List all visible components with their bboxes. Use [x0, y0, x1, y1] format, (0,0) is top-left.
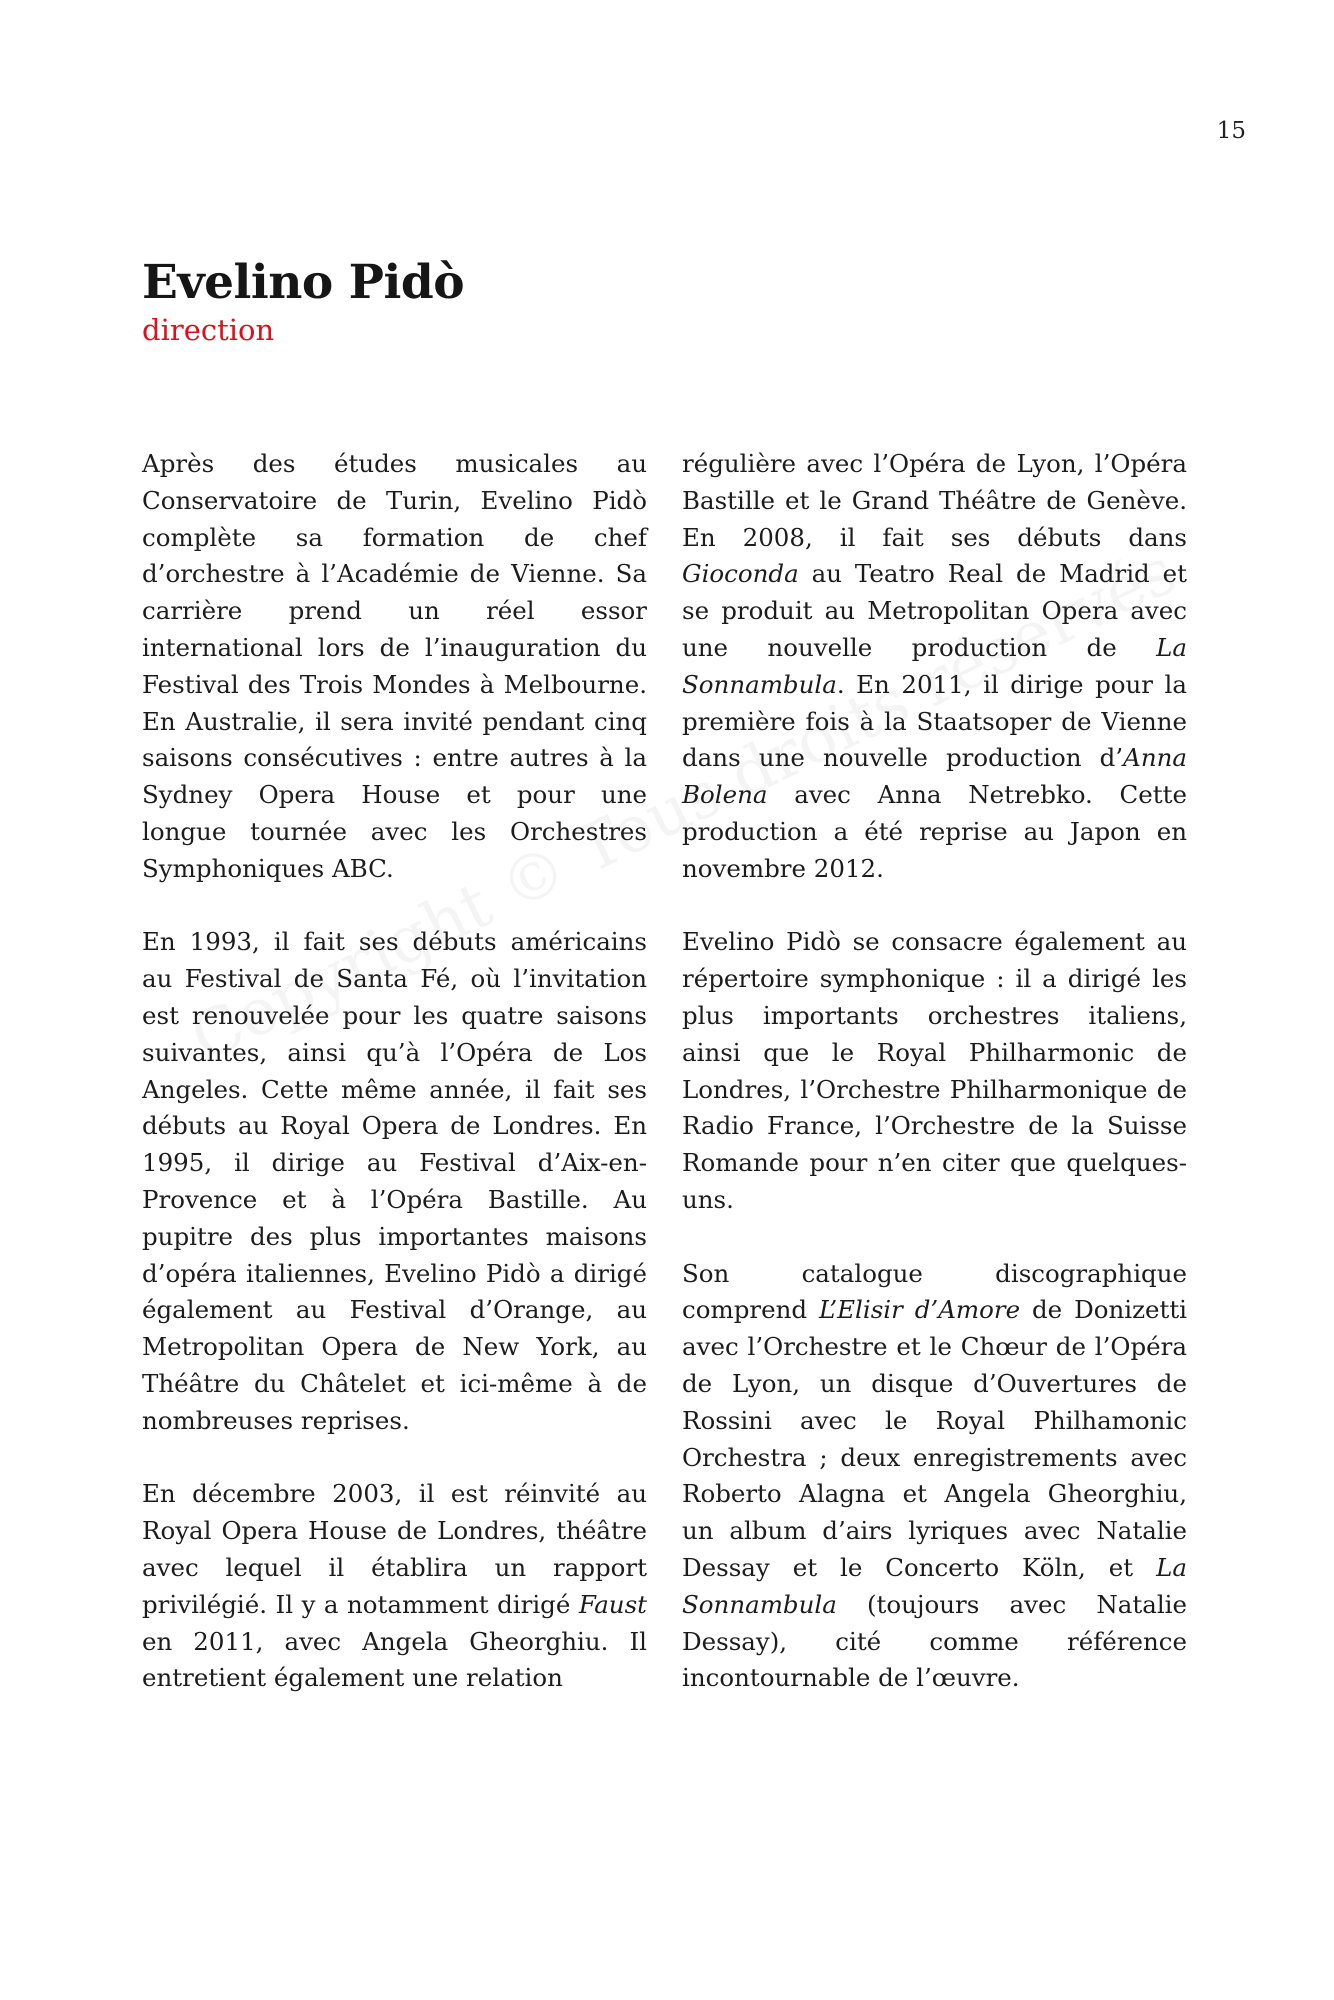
text-run: En 1993, il fait ses débuts américains au Festival de Santa Fé, où l’invitation est renouvelée pour les quatre saisons suivantes, ainsi qu’à l’Opéra de Los Angeles. Cette même année, il fait ses débuts au Royal Opera de Londres. En 1995, il dirige au Festival d’Aix-en-Provence et à l’Opéra Bastille. Au pupitre des plus importantes maisons d’opéra italiennes, Evelino Pidò a dirigé également au Festival d’Orange, au Metropolitan Opera de New York, au Théâtre du Châtelet et ici-même à de nombreuses reprises. — [142, 927, 647, 1435]
bio-paragraph — [682, 924, 1187, 1218]
work-title: Gioconda — [682, 559, 799, 589]
page-number: 15 — [1216, 118, 1246, 144]
bio-paragraph — [142, 1476, 647, 1697]
text-run: régulière avec l’Opéra de Lyon, l’Opéra Bastille et le Grand Théâtre de Genève. En 2008, il fait ses débuts dans — [682, 449, 1187, 552]
work-title: Faust — [578, 1589, 647, 1619]
artist-role: direction — [142, 313, 275, 347]
bio-paragraph — [142, 446, 647, 888]
text-run: En décembre 2003, il est réinvité au Royal Opera House de Londres, théâtre avec lequel il établira un rapport privilégié. Il y a notamment dirigé — [142, 1479, 647, 1619]
text-run: Son catalogue discographique comprend — [682, 1258, 1187, 1325]
work-title: L’Elisir d’Amore — [818, 1295, 1021, 1325]
work-title: Anna Bolena — [682, 743, 1187, 810]
biography-left-column — [142, 446, 647, 1734]
bio-paragraph — [142, 924, 647, 1439]
text-run: Evelino Pidò se consacre également au répertoire symphonique : il a dirigé les plus importants orchestres italiens, ainsi que le Royal Philharmonic de Londres, l’Orchestre Philharmonique de Radio France, l’Orchestre de la Suisse Romande pour n’en citer que quelques-uns. — [682, 927, 1187, 1214]
text-run: en 2011, avec Angela Gheorghiu. Il entretient également une relation — [142, 1626, 647, 1693]
biography-right-column — [682, 446, 1187, 1734]
artist-header — [142, 254, 464, 348]
work-title: La Sonnambula — [682, 1552, 1187, 1619]
work-title: La Sonnambula — [682, 632, 1187, 699]
bio-paragraph — [682, 446, 1187, 888]
text-run: (toujours avec Natalie Dessay), cité comme référence incontournable de l’œuvre. — [682, 1589, 1187, 1693]
text-run: Après des études musicales au Conservatoire de Turin, Evelino Pidò complète sa formation de chef d’orchestre à l’Académie de Vienne. Sa carrière prend un réel essor international lors de l’inauguration du Festival des Trois Mondes à Melbourne. En Australie, il sera invité pendant cinq saisons consécutives : entre autres à la Sydney Opera House et pour une longue tournée avec les Orchestres Symphoniques ABC. — [142, 449, 647, 883]
text-run: avec Anna Netrebko. Cette production a été reprise au Japon en novembre 2012. — [682, 780, 1187, 883]
bio-paragraph — [682, 1256, 1187, 1698]
text-run: . En 2011, il dirige pour la première fois à la Staatsoper de Vienne dans une nouvelle production d’ — [682, 669, 1187, 773]
text-run: de Donizetti avec l’Orchestre et le Chœur de l’Opéra de Lyon, un disque d’Ouvertures de Rossini avec le Royal Philhamonic Orchestra ; deux enregistrements avec Roberto Alagna et Angela Gheorghiu, un album d’airs lyriques avec Natalie Dessay et le Concerto Köln, et — [682, 1295, 1188, 1582]
artist-name: Evelino Pidò — [142, 255, 465, 310]
text-run: au Teatro Real de Madrid et se produit au Metropolitan Opera avec une nouvelle production de — [682, 559, 1187, 662]
